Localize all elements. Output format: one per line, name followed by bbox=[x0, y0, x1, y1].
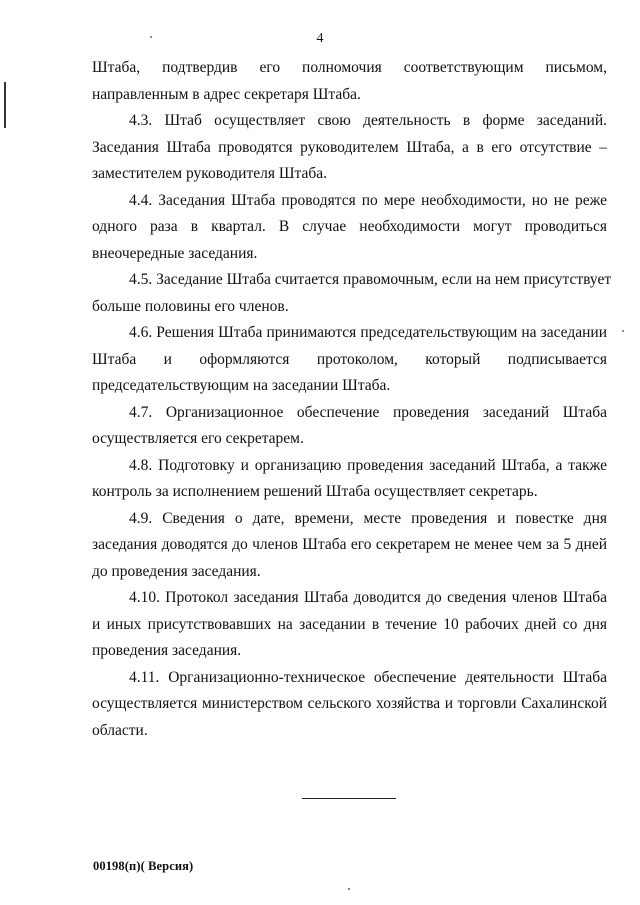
paragraph-4-7 bbox=[92, 400, 607, 453]
text-line: 4.3. Штаб осуществляет свою деятельность в форме заседаний. bbox=[129, 112, 607, 129]
end-separator-line bbox=[302, 798, 396, 799]
paragraph-continuation bbox=[92, 55, 607, 108]
paragraph-4-11 bbox=[92, 665, 607, 745]
paragraph-4-9 bbox=[92, 506, 607, 586]
page-number: 4 bbox=[316, 31, 324, 46]
text-line: заседания доводятся до членов Штаба его секретарем не менее чем за 5 дней bbox=[92, 536, 607, 553]
text-line: Штаба и оформляются протоколом, который подписывается bbox=[92, 350, 607, 368]
text-line: направленным в адрес секретаря Штаба. bbox=[92, 85, 361, 103]
paragraph-4-10 bbox=[92, 585, 607, 665]
text-line: 4.6. Решения Штаба принимаются председательствующим на заседании bbox=[129, 324, 607, 341]
text-line: 4.10. Протокол заседания Штаба доводится до сведения членов Штаба bbox=[129, 589, 607, 606]
text-line: осуществляется министерством сельского хозяйства и торговли Сахалинской bbox=[92, 695, 607, 712]
text-line: одного раза в квартал. В случае необходимости могут проводиться bbox=[92, 218, 607, 235]
text-line: области. bbox=[92, 721, 148, 739]
text-line: заместителем руководителя Штаба. bbox=[92, 165, 327, 182]
text-line: 4.5. Заседание Штаба считается правомочным, если на нем присутствует bbox=[129, 271, 612, 288]
paragraph-4-3 bbox=[92, 108, 607, 188]
text-line: до проведения заседания. bbox=[92, 562, 261, 580]
paragraph-4-4 bbox=[92, 188, 607, 268]
text-line: 4.9. Сведения о дате, времени, месте проведения и повестке дня bbox=[129, 509, 607, 527]
scan-speck bbox=[622, 330, 624, 332]
text-line: 4.11. Организационно-техническое обеспечение деятельности Штаба bbox=[129, 668, 607, 686]
paragraph-4-5 bbox=[92, 267, 612, 320]
text-line: проведения заседания. bbox=[92, 642, 242, 659]
document-body bbox=[92, 55, 612, 744]
text-line: Штаба, подтвердив его полномочия соответствующим письмом, bbox=[92, 59, 607, 76]
text-line: 4.8. Подготовку и организацию проведения заседаний Штаба, а также bbox=[129, 456, 607, 474]
text-line: больше половины его членов. bbox=[92, 297, 289, 315]
paragraph-4-6 bbox=[92, 320, 607, 400]
text-line: и иных присутствовавших на заседании в течение 10 рабочих дней со дня bbox=[92, 615, 607, 633]
paragraph-4-8 bbox=[92, 453, 607, 506]
text-line: председательствующим на заседании Штаба. bbox=[92, 377, 391, 394]
text-line: осуществляется его секретарем. bbox=[92, 430, 304, 447]
scan-margin-mark bbox=[4, 82, 6, 128]
document-footer-code: 00198(п)( Версия) bbox=[93, 859, 194, 873]
text-line: 4.7. Организационное обеспечение проведения заседаний Штаба bbox=[129, 403, 607, 421]
text-line: 4.4. Заседания Штаба проводятся по мере необходимости, но не реже bbox=[129, 191, 607, 209]
text-line: контроль за исполнением решений Штаба осуществляет секретарь. bbox=[92, 483, 538, 500]
text-line: Заседания Штаба проводятся руководителем Штаба, а в его отсутствие – bbox=[92, 138, 607, 156]
scan-speck bbox=[348, 888, 350, 890]
text-line: внеочередные заседания. bbox=[92, 244, 258, 262]
